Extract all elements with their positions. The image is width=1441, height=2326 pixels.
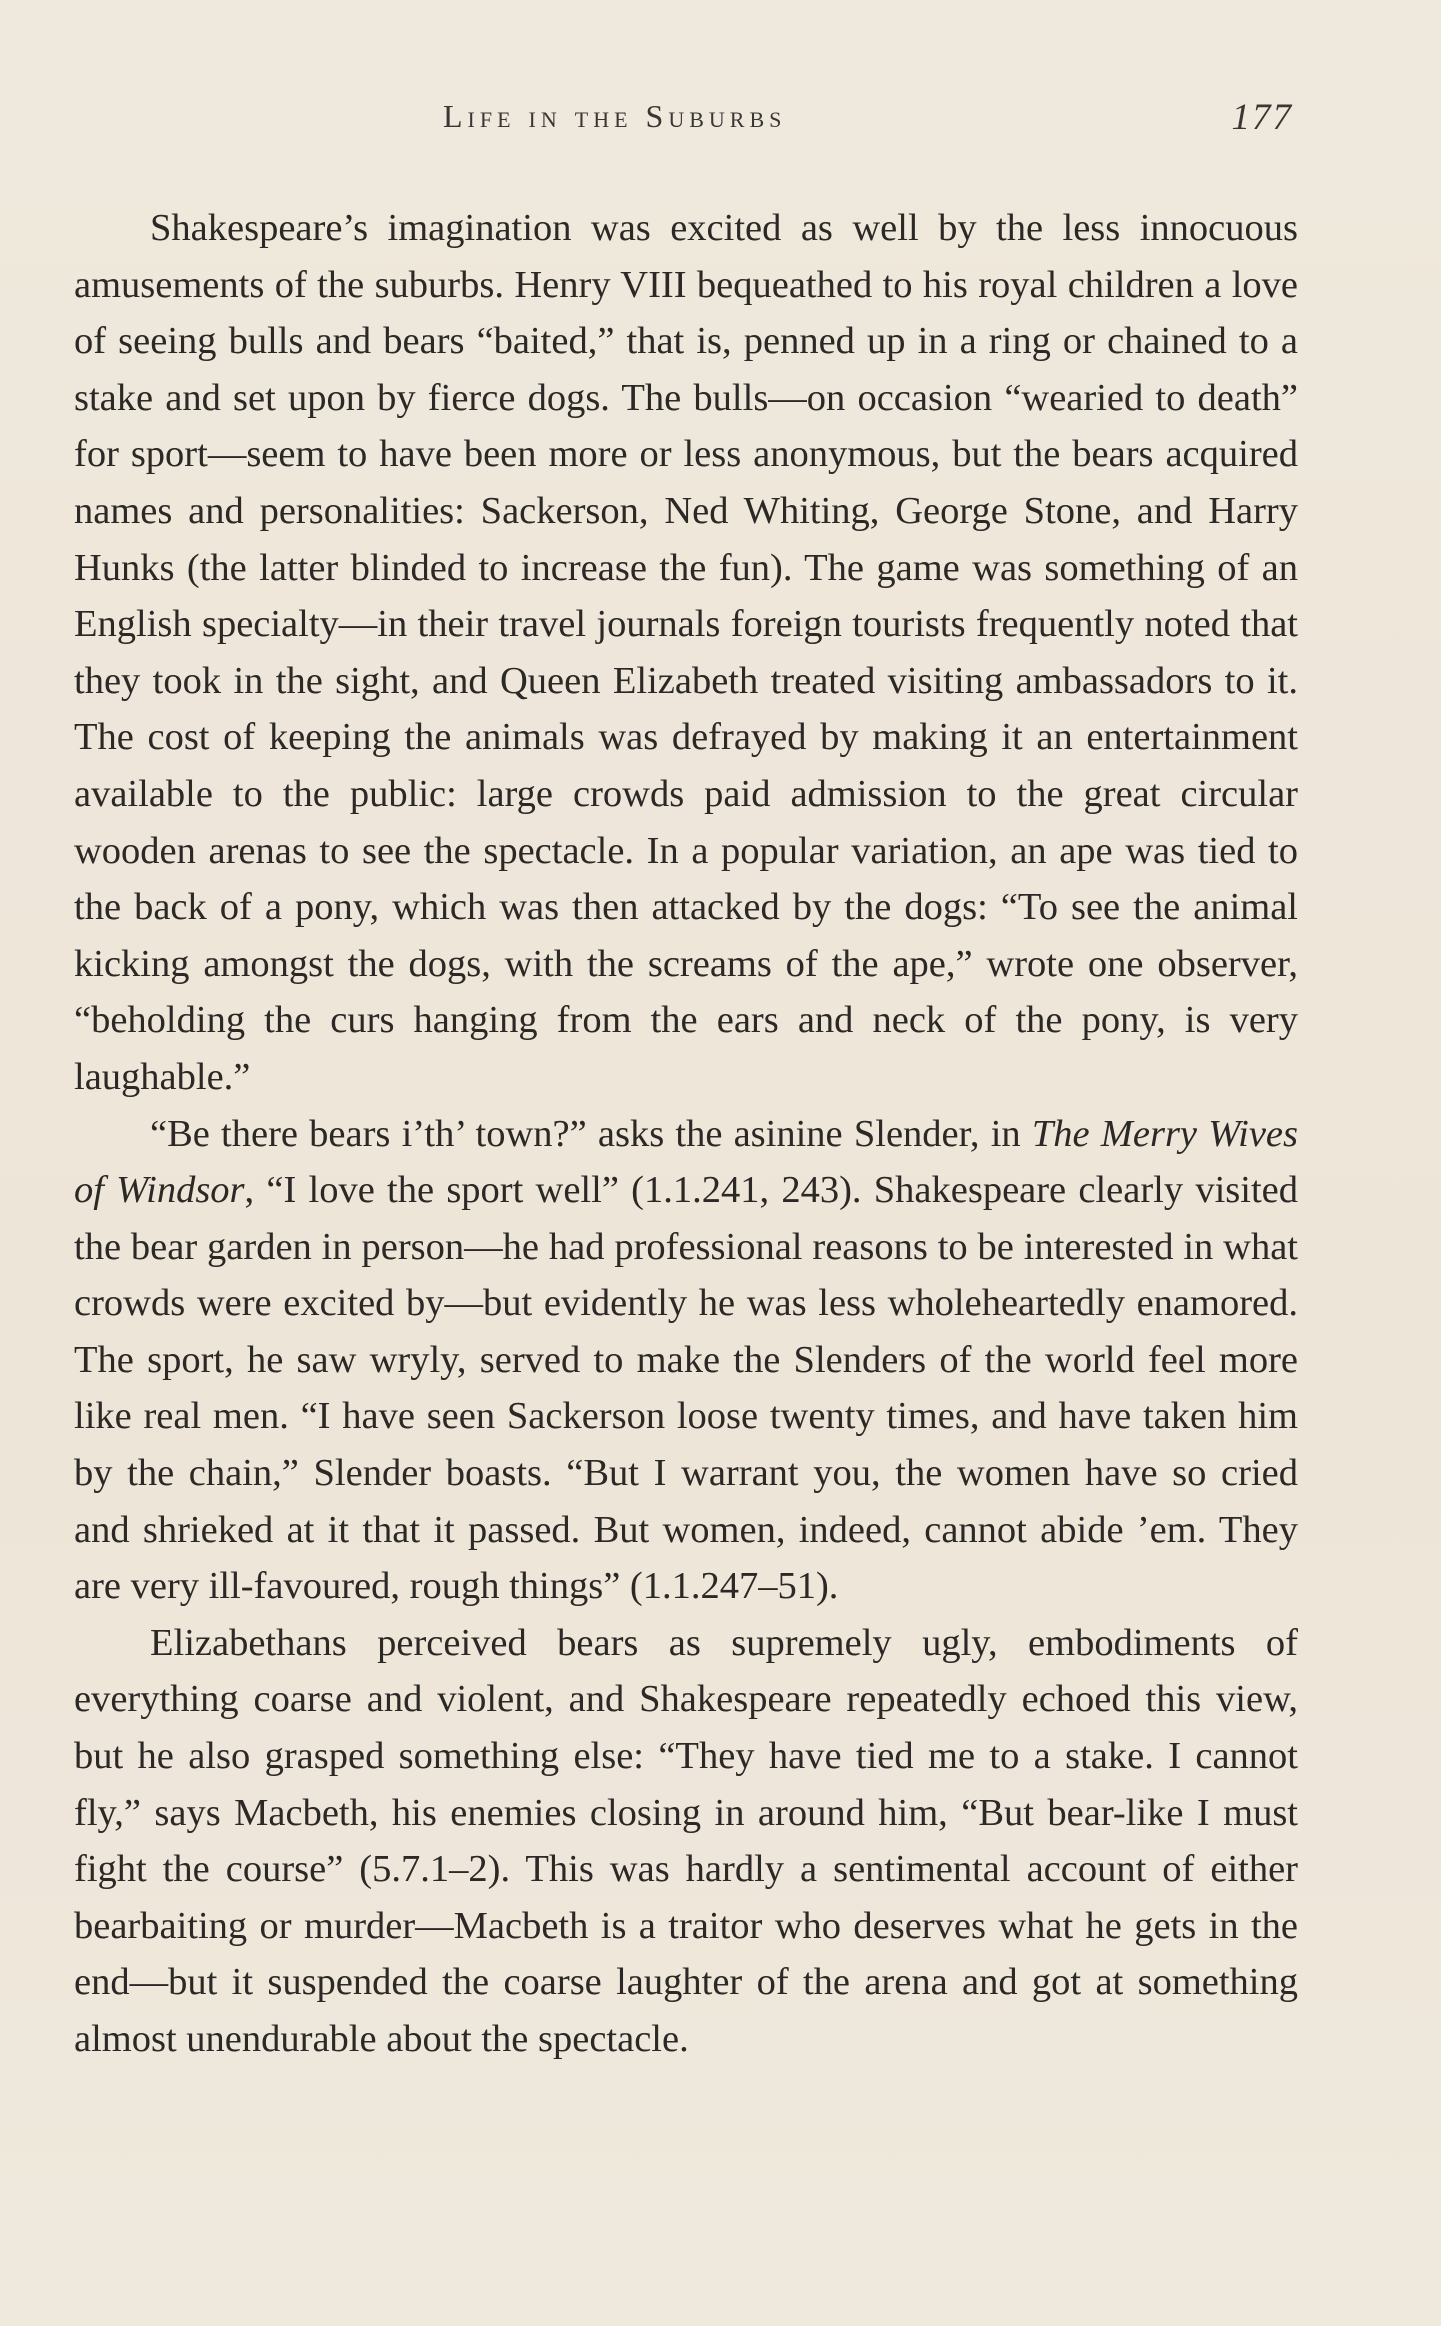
body-text [74, 200, 1298, 2068]
paragraph-1: Shakespeare’s imagination was excited as well by the less innocuous amusements of the suburbs. Henry VIII bequeathed to his royal children a love of seeing bulls and bears “baited,” that is, penned up in a ring or chained to a stake and set upon by fierce dogs. The bulls—on occasion “wearied to death” for sport—seem to have been more or less anonymous, but the bears acquired names and personalities: Sackerson, Ned Whiting, George Stone, and Harry Hunks (the latter blinded to increase the fun). The game was something of an English specialty—in their travel journals foreign tourists frequently noted that they took in the sight, and Queen Elizabeth treated visiting ambassadors to it. The cost of keeping the animals was defrayed by making it an entertainment available to the public: large crowds paid admission to the great circular wooden arenas to see the spectacle. In a popular variation, an ape was tied to the back of a pony, which was then attacked by the dogs: “To see the animal kicking amongst the dogs, with the screams of the ape,” wrote one observer, “beholding the curs hanging from the ears and neck of the pony, is very laughable.” [74, 207, 1298, 1098]
paragraph-2 [74, 1106, 1298, 1615]
running-head: Life in the Suburbs [443, 98, 787, 134]
paragraph-2-part-b: , “I love the sport well” (1.1.241, 243). Shakespeare clearly visited the bear garden in person—he had professional reasons to be interested in what crowds were excited by—but evidently he was less wholeheartedly enamored. The sport, he saw wryly, served to make the Slenders of the world feel more like real men. “I have seen Sackerson loose twenty times, and have taken him by the chain,” Slender boasts. “But I warrant you, the women have so cried and shrieked at it that it passed. But women, indeed, cannot abide ’em. They are very ill-favoured, rough things” (1.1.247–51). [74, 1169, 1298, 1608]
page-number: 177 [1231, 97, 1293, 138]
play-title: The Merry Wives of Windsor [74, 1112, 1299, 1212]
paragraph-3: Elizabethans perceived bears as supremely ugly, embodiments of everything coarse and violent, and Shakespeare repeatedly echoed this view, but he also grasped something else: “They have tied me to a stake. I cannot fly,” says Macbeth, his enemies closing in around him, “But bear-like I must fight the course” (5.7.1–2). This was hardly a sentimental account of either bearbaiting or murder—Macbeth is a traitor who deserves what he gets in the end—but it suspended the coarse laughter of the arena and got at something almost unendurable about the spectacle. [74, 1621, 1298, 2060]
paragraph-2-part-a: “Be there bears i’th’ town?” asks the asinine Slender, in [150, 1112, 1032, 1155]
